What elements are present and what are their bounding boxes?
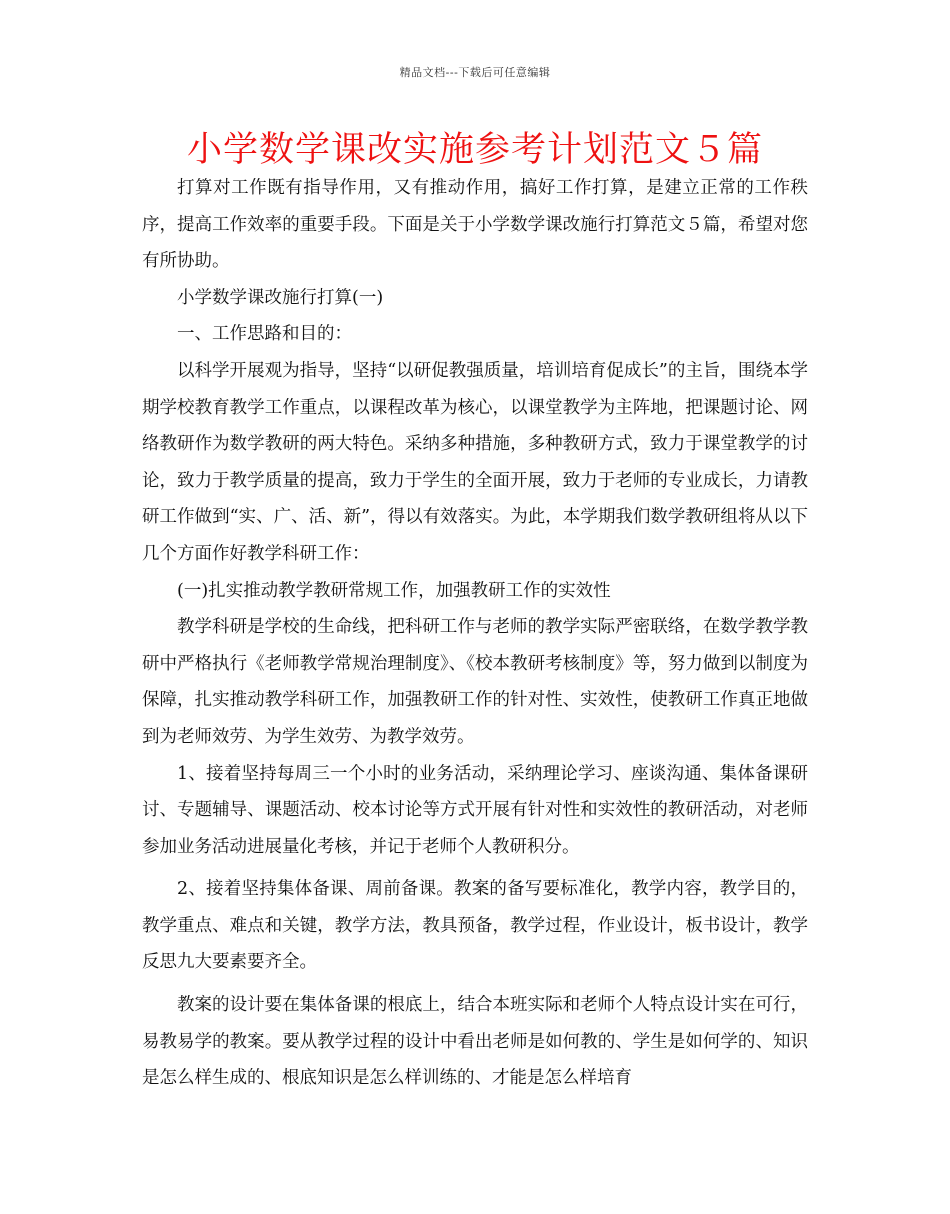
- paragraph-section-heading: 小学数学课改施行打算(一): [177, 287, 384, 308]
- paragraph: 教学科研是学校的生命线，把科研工作与老师的教学实际严密联络，在数学教学教研中严格执行《老师教学常规治理制度》、《校本教研考核制度》等，努力做到以制度为保障，扎实推动教学科研工作，加强教研工作的针对性、实效性，使教研工作真正地做到为老师效劳、为学生效劳、为教学效劳。: [142, 617, 808, 747]
- paragraph: 教案的设计要在集体备课的根底上，结合本班实际和老师个人特点设计实在可行，易教易学的教案。要从教学过程的设计中看出老师是如何教的、学生是如何学的、知识是怎么样生成的、根底知识是怎么样训练的、才能是怎么样培育: [142, 995, 808, 1089]
- paragraph-subheading: 一、工作思路和目的：: [177, 324, 352, 345]
- header-note: 精品文档---下载后可任意编辑: [399, 66, 551, 79]
- document-title: 小学数学课改实施参考计划范文５篇: [186, 130, 763, 170]
- paragraph-subheading: (一)扎实推动教学教研常规工作，加强教研工作的实效性: [177, 580, 611, 601]
- paragraph-list-item: 1、接着坚持每周三一个小时的业务活动，采纳理论学习、座谈沟通、集体备课研讨、专题辅导、课题活动、校本讨论等方式开展有针对性和实效性的教研活动，对老师参加业务活动进展量化考核，并记于老师个人教研积分。: [142, 763, 808, 857]
- document-body: [142, 170, 808, 1097]
- paragraph: 以科学开展观为指导，坚持“以研促教强质量，培训培育促成长”的主旨，围绕本学期学校教育教学工作重点，以课程改革为核心，以课堂教学为主阵地，把课题讨论、网络教研作为数学教研的两大特色。采纳多种措施，多种教研方式，致力于课堂教学的讨论，致力于教学质量的提高，致力于学生的全面开展，致力于老师的专业成长，力请教研工作做到“实、广、活、新”，得以有效落实。为此，本学期我们数学教研组将从以下几个方面作好教学科研工作：: [142, 360, 808, 564]
- paragraph-intro: 打算对工作既有指导作用，又有推动作用，搞好工作打算，是建立正常的工作秩序，提高工作效率的重要手段。下面是关于小学数学课改施行打算范文５篇，希望对您有所协助。: [142, 178, 808, 272]
- paragraph-list-item: 2、接着坚持集体备课、周前备课。教案的备写要标准化，教学内容，教学目的，教学重点、难点和关键，教学方法，教具预备，教学过程，作业设计，板书设计，教学反思九大要素要齐全。: [142, 879, 808, 973]
